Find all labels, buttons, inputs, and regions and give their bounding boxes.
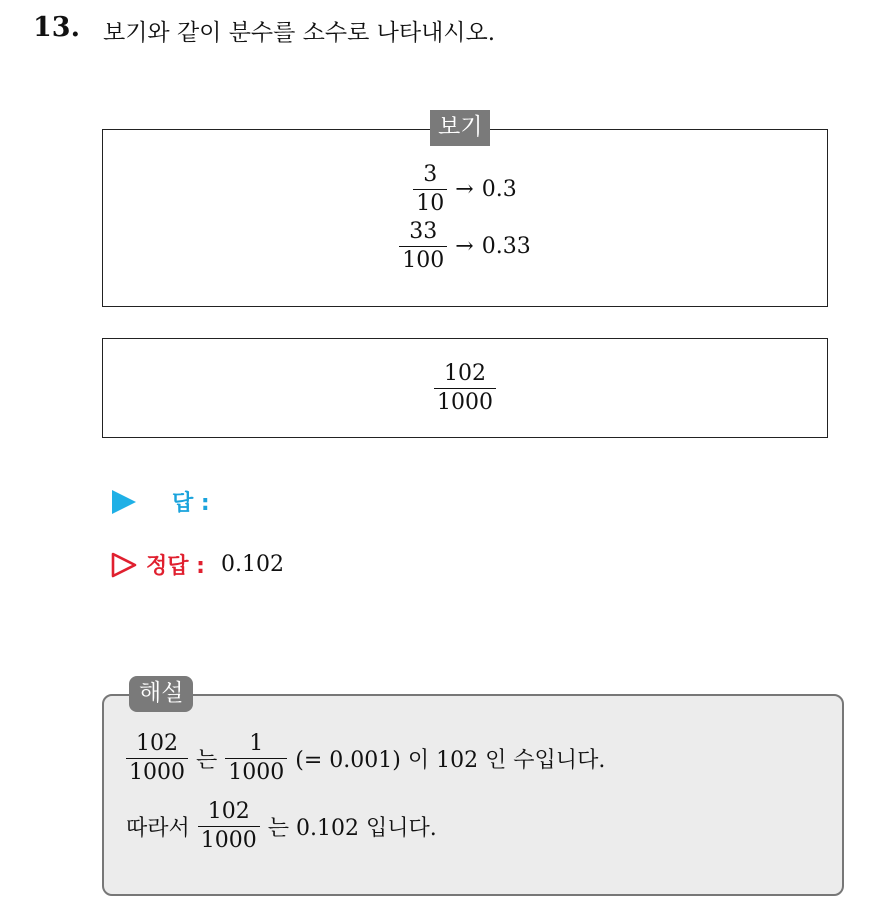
problem-fraction [434, 360, 496, 417]
explanation-fraction-1 [126, 730, 188, 787]
explanation-text: 는 0.102 입니다. [267, 816, 437, 841]
explanation-fraction-2 [225, 730, 287, 787]
denominator: 100 [402, 247, 445, 273]
question-number: 13. [33, 12, 80, 43]
explanation-box [102, 694, 844, 896]
explanation-word: 는 [196, 748, 218, 773]
example-item-1 [102, 160, 828, 218]
example-tag: 보기 [430, 110, 490, 146]
correct-row [110, 549, 284, 580]
denominator: 1000 [129, 760, 185, 785]
numerator: 3 [423, 161, 438, 187]
answer-row [110, 486, 222, 517]
numerator: 102 [136, 731, 178, 756]
answer-label: 답 : [172, 491, 210, 516]
numerator: 102 [444, 360, 486, 386]
numerator: 1 [249, 731, 264, 756]
correct-label: 정답 : [146, 554, 205, 579]
denominator: 1000 [437, 389, 493, 415]
example-items [102, 160, 828, 274]
denominator: 1000 [200, 828, 257, 853]
question-text: 보기와 같이 분수를 소수로 나타내시오. [103, 20, 496, 46]
play-outline-icon [110, 551, 138, 579]
numerator: 102 [207, 799, 250, 824]
numerator: 33 [409, 218, 438, 244]
example-fraction-2 [399, 218, 447, 275]
correct-value: 0.102 [220, 552, 284, 577]
example-fraction-1 [413, 161, 447, 218]
explanation-fraction-3 [198, 798, 260, 855]
decimal-value: 0.33 [481, 233, 531, 259]
explanation-tag: 해설 [129, 676, 193, 712]
denominator: 1000 [228, 760, 285, 785]
arrow: → [455, 176, 474, 202]
problem-box [102, 338, 828, 438]
example-item-2 [102, 218, 828, 274]
denominator: 10 [416, 190, 445, 216]
explanation-line-2 [126, 798, 437, 855]
explanation-line-1 [126, 730, 605, 787]
arrow: → [455, 233, 474, 259]
play-icon [110, 488, 138, 516]
explanation-prefix: 따라서 [126, 816, 190, 841]
explanation-text: (= 0.001) 이 102 인 수입니다. [295, 748, 606, 773]
decimal-value: 0.3 [481, 176, 517, 202]
